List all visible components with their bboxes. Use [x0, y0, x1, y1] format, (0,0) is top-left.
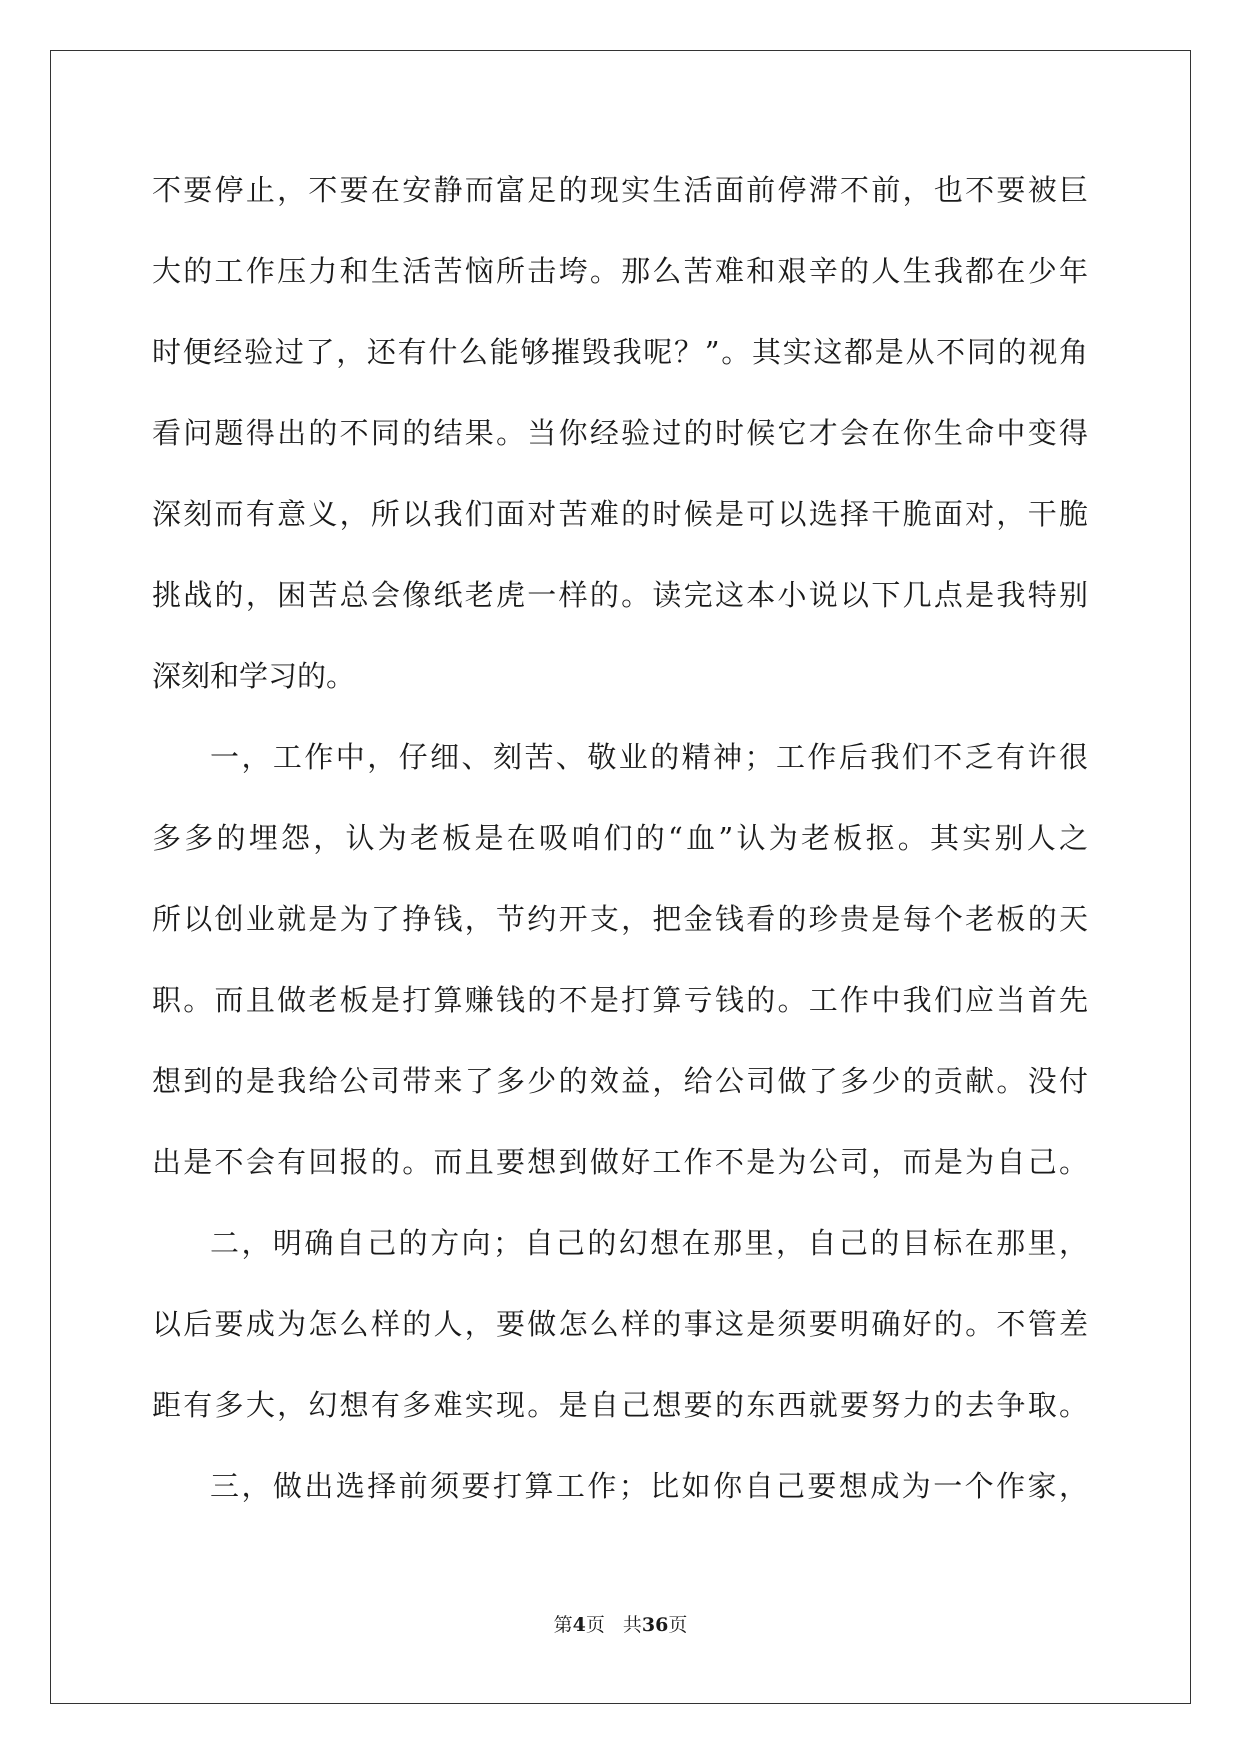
text-line: 看问题得出的不同的结果。当你经验过的时候它才会在你生命中变得: [152, 416, 1088, 450]
paragraph-first-line: 一，工作中，仔细、刻苦、敬业的精神；工作后我们不乏有许很: [210, 740, 1088, 774]
total-suffix: 页: [668, 1614, 688, 1636]
text-line: 时便经验过了，还有什么能够摧毁我呢？”。其实这都是从不同的视角: [152, 335, 1088, 369]
page-number: 4: [572, 1614, 586, 1636]
text-line: 挑战的，困苦总会像纸老虎一样的。读完这本小说以下几点是我特别: [152, 578, 1088, 612]
text-line: 深刻而有意义，所以我们面对苦难的时候是可以选择干脆面对，干脆: [152, 497, 1088, 531]
total-pages: 36: [641, 1614, 669, 1636]
text-line: 所以创业就是为了挣钱，节约开支，把金钱看的珍贵是每个老板的天: [152, 902, 1088, 936]
text-line: 大的工作压力和生活苦恼所击垮。那么苦难和艰辛的人生我都在少年: [152, 254, 1088, 288]
page-suffix: 页: [585, 1614, 605, 1636]
text-line: 多多的埋怨，认为老板是在吸咱们的“血”认为老板抠。其实别人之: [152, 821, 1088, 855]
page-footer: [0, 1612, 1241, 1638]
text-line: 职。而且做老板是打算赚钱的不是打算亏钱的。工作中我们应当首先: [152, 983, 1088, 1017]
text-line: 深刻和学习的。: [152, 659, 356, 693]
text-line: 想到的是我给公司带来了多少的效益，给公司做了多少的贡献。没付: [152, 1064, 1088, 1098]
paragraph-first-line: 三，做出选择前须要打算工作；比如你自己要想成为一个作家，: [210, 1469, 1088, 1503]
page-prefix: 第: [553, 1614, 573, 1636]
document-body: [152, 150, 1088, 1527]
text-line: 以后要成为怎么样的人，要做怎么样的事这是须要明确好的。不管差: [152, 1307, 1088, 1341]
text-line: 不要停止，不要在安静而富足的现实生活面前停滞不前，也不要被巨: [152, 173, 1088, 207]
paragraph-first-line: 二，明确自己的方向；自己的幻想在那里，自己的目标在那里，: [210, 1226, 1088, 1260]
text-line: 距有多大，幻想有多难实现。是自己想要的东西就要努力的去争取。: [152, 1388, 1088, 1422]
total-prefix: 共: [622, 1614, 642, 1636]
text-line: 出是不会有回报的。而且要想到做好工作不是为公司，而是为自己。: [152, 1145, 1088, 1179]
